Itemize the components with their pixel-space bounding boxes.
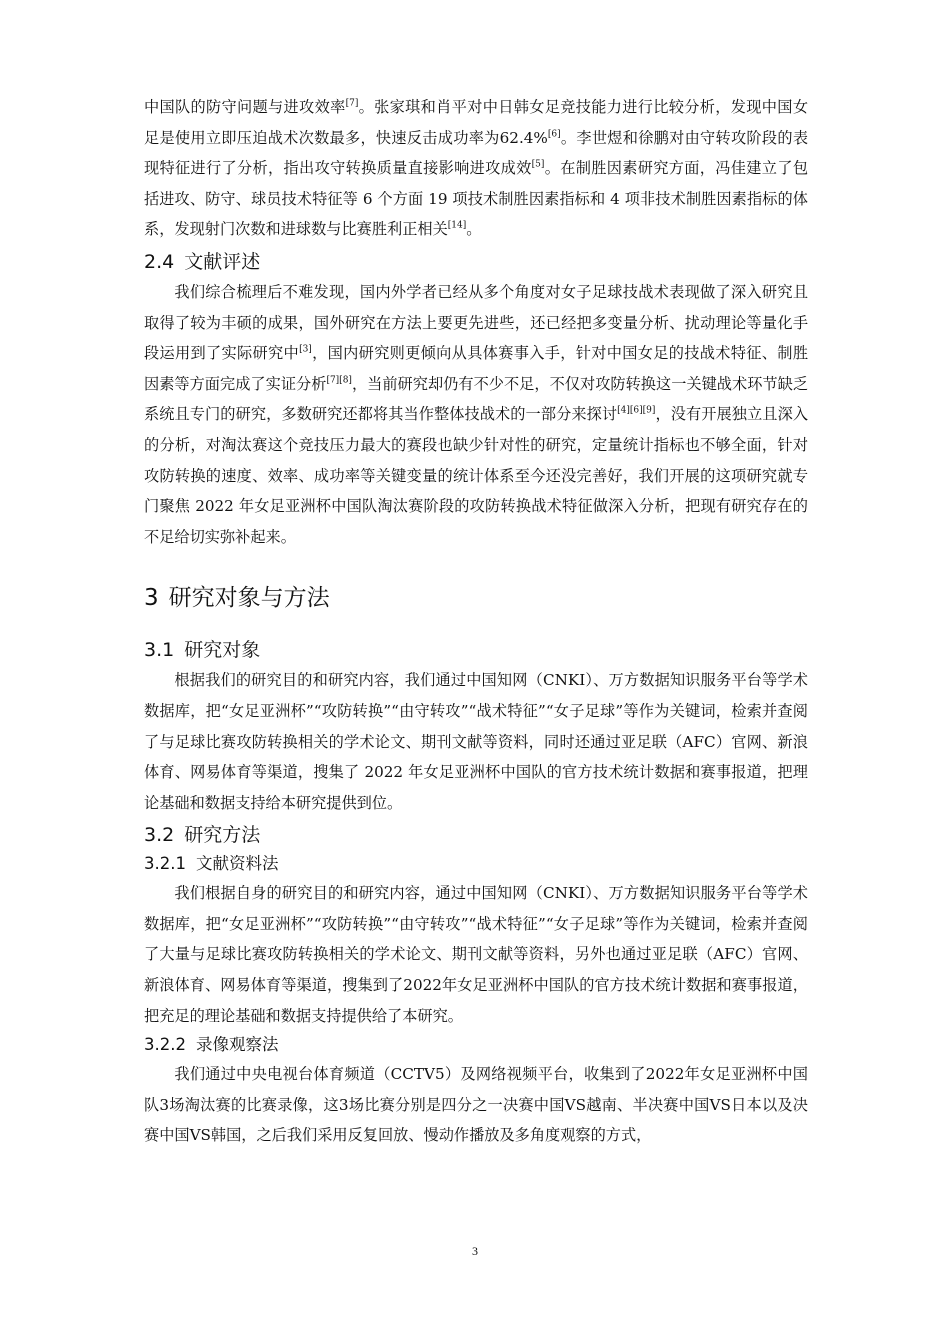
paragraph-text: 。李世煜和徐鹏对由守转攻阶段的表现特征进行了分析，指出攻守转换质量直接影响进攻成效 xyxy=(144,128,809,178)
paragraph-text: ，国内研究则更倾向从具体赛事入手，针对中国女足的技战术特征、制胜因素等方面完成了实证分析 xyxy=(144,344,809,393)
citation-marker: [3] xyxy=(299,344,312,355)
citation-marker: [7] xyxy=(345,98,359,109)
chapter-number: 3 xyxy=(144,585,159,612)
paragraph-text: 。 xyxy=(466,220,482,239)
citation-marker: [4][6][9] xyxy=(617,405,656,416)
paragraph-text: ，没有开展独立且深入的分析，对淘汰赛这个竞技压力最大的赛段也缺少针对性的研究，定量统计指标也不够全面，针对攻防转换的速度、效率、成功率等关键变量的统计体系至今还没完善好，我们开展的这项研究就专门聚焦 2022 年女足亚洲杯中国队淘汰赛阶段的攻防转换战术特征做深入分析，把现有研究存在的不足给切实弥补起来。 xyxy=(144,405,809,546)
subsection-3-2-1-heading xyxy=(144,850,808,878)
section-3-2-heading xyxy=(144,820,808,850)
subsection-title: 录像观察法 xyxy=(195,1035,279,1055)
subsection-number: 3.2.1 xyxy=(144,854,186,874)
citation-marker: [14] xyxy=(447,220,467,231)
subsection-3-2-2-heading xyxy=(144,1031,808,1059)
section-title: 文献评述 xyxy=(184,250,261,273)
citation-marker: [5] xyxy=(531,159,545,170)
paragraph-video-observation: 我们通过中央电视台体育频道（CCTV5）及网络视频平台，收集到了2022年女足亚洲杯中国队3场淘汰赛的比赛录像，这3场比赛分别是四分之一决赛中国VS越南、半决赛中国VS日本以及决赛中国VS韩国，之后我们采用反复回放、慢动作播放及多角度观察的方式， xyxy=(144,1065,808,1145)
subsection-title: 文献资料法 xyxy=(195,854,279,874)
chapter-title: 研究对象与方法 xyxy=(168,585,330,612)
paragraph-literature-method: 我们根据自身的研究目的和研究内容，通过中国知网（CNKI）、万方数据知识服务平台等学术数据库，把“女足亚洲杯”“攻防转换”“由守转攻”“战术特征”“女子足球”等作为关键词，检索并查阅了大量与足球比赛攻防转换相关的学术论文、期刊文献等资料，另外也通过亚足联（AFC）官网、新浪体育、网易体育等渠道，搜集到了2022年女足亚洲杯中国队的官方技术统计数据和赛事报道，把充足的理论基础和数据支持提供给了本研究。 xyxy=(144,884,808,1025)
chapter-3-heading xyxy=(144,583,808,613)
section-number: 3.2 xyxy=(144,824,175,847)
page-content xyxy=(144,92,808,1151)
paragraph-research-object: 根据我们的研究目的和研究内容，我们通过中国知网（CNKI）、万方数据知识服务平台等学术数据库，把“女足亚洲杯”“攻防转换”“由守转攻”“战术特征”“女子足球”等作为关键词，检索并查阅了与足球比赛攻防转换相关的学术论文、期刊文献等资料，同时还通过亚足联（AFC）官网、新浪体育、网易体育等渠道，搜集了 2022 年女足亚洲杯中国队的官方技术统计数据和赛事报道，把理论基础和数据支持给本研究提供到位。 xyxy=(144,671,808,812)
paragraph-text: ，当前研究却仍有不少不足，不仅对攻防转换这一关键战术环节缺乏系统且专门的研究，多数研究还都将其当作整体技战术的一部分来探讨 xyxy=(144,374,809,424)
paragraph-text: 中国队的防守问题与进攻效率 xyxy=(144,98,346,116)
section-number: 2.4 xyxy=(144,250,175,273)
page-number: 3 xyxy=(472,1244,478,1258)
paragraph-text: 。张家琪和肖平对中日韩女足竞技能力进行比较分析，发现中国女足是使用立即压迫战术次数最多，快速反击成功率为62.4% xyxy=(144,98,809,147)
section-title: 研究方法 xyxy=(184,824,261,847)
subsection-number: 3.2.2 xyxy=(144,1035,186,1055)
section-number: 3.1 xyxy=(144,639,175,662)
section-title: 研究对象 xyxy=(184,639,261,662)
citation-marker: [7][8] xyxy=(326,375,352,385)
section-3-1-heading xyxy=(144,635,808,665)
paragraph-literature-review xyxy=(144,277,808,552)
paragraph-text: 我们综合梳理后不难发现，国内外学者已经从多个角度对女子足球技战术表现做了深入研究且取得了较为丰硕的成果，国外研究在方法上要更先进些，还已经把多变量分析、扰动理论等量化手段运用到了实际研究中 xyxy=(144,282,808,363)
citation-marker: [6] xyxy=(547,128,561,139)
paragraph-text: 。在制胜因素研究方面，冯佳建立了包括进攻、防守、球员技术特征等 6 个方面 19 项技术制胜因素指标和 4 项非技术制胜因素指标的体系，发现射门次数和进球数与比赛胜利正相关 xyxy=(144,159,809,239)
paragraph-intro xyxy=(144,92,808,245)
section-2-4-heading xyxy=(144,247,808,277)
